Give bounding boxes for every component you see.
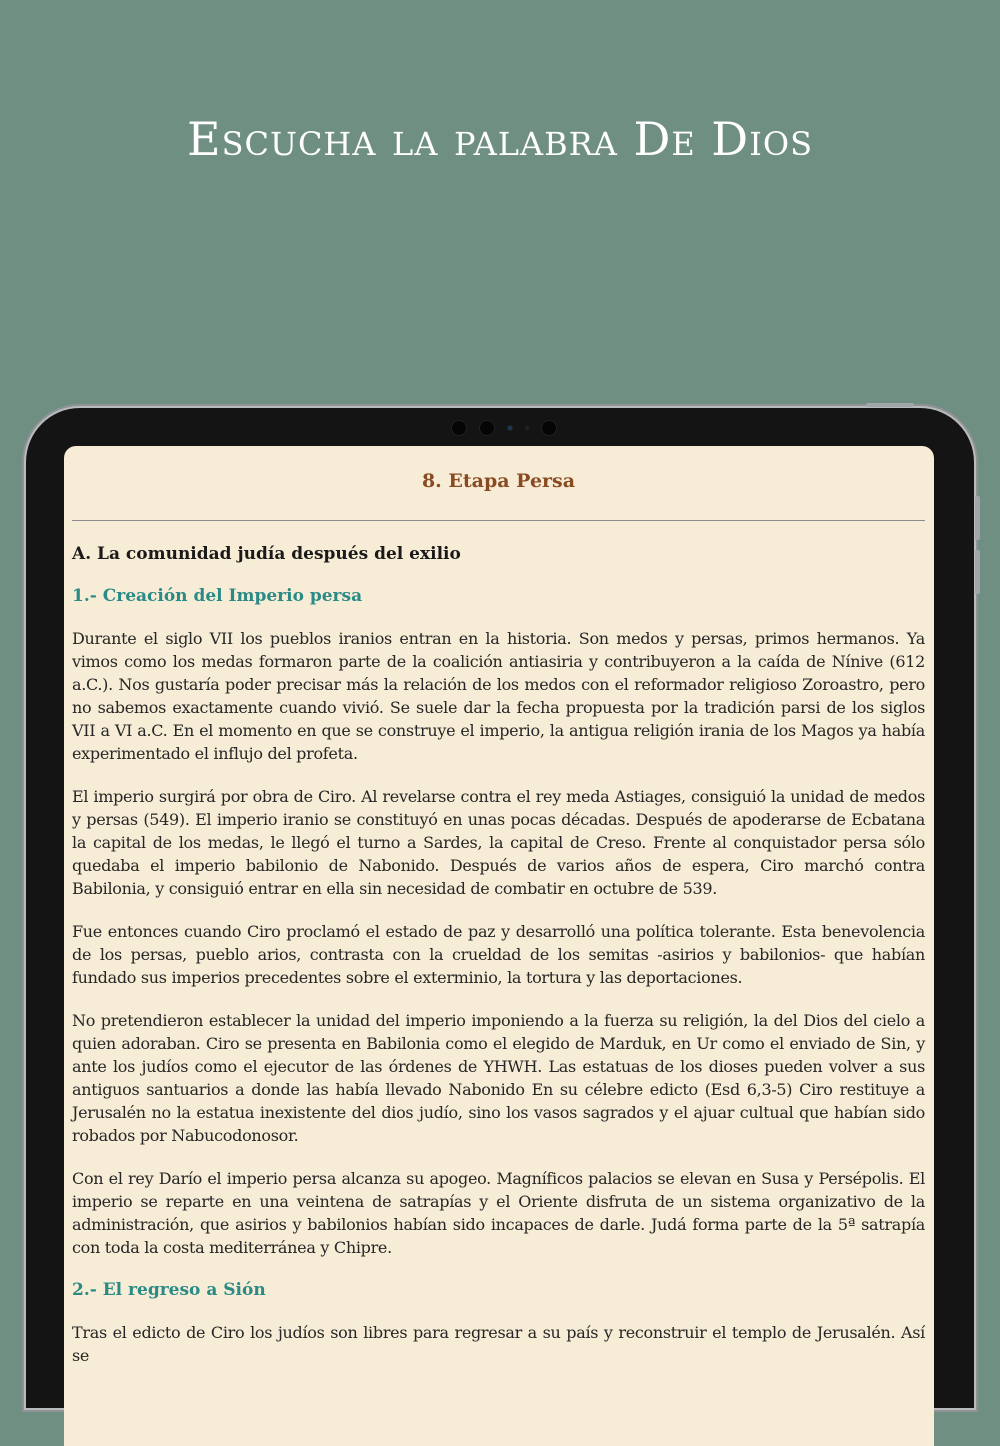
- title-divider: [72, 520, 925, 521]
- projector-icon: [541, 420, 557, 436]
- reader-screen[interactable]: [64, 446, 934, 1446]
- subheading-creacion-imperio: 1.- Creación del Imperio persa: [72, 586, 363, 606]
- paragraph: Fue entonces cuando Ciro proclamó el estado de paz y desarrolló una política tolerante. Esta benevolencia de los persas, pueblo arios, contrasta con la crueldad de los semitas -asirios y babilonios- que habían fundado sus imperios precedentes sobre el exterminio, la tortura y las deportaciones.: [72, 922, 925, 987]
- chapter-title: 8. Etapa Persa: [421, 470, 576, 492]
- paragraph: Con el rey Darío el imperio persa alcanza su apogeo. Magníficos palacios se elevan en Susa y Persépolis. El imperio se reparte en una veintena de satrapías y el Oriente disfruta de un sistema organizativo de la administración, que asirios y babilonios habían sido incapaces de darle. Judá forma parte de la 5ª satrapía con toda la costa mediterránea y Chipre.: [72, 1169, 925, 1257]
- camera-icon: [479, 420, 495, 436]
- light-sensor-icon: [525, 426, 529, 430]
- paragraph: Durante el siglo VII los pueblos iranios entran en la historia. Son medos y persas, primos hermanos. Ya vimos como los medas formaron parte de la coalición antiasiria y contribuyeron a la caída de Nínive (612 a.C.). Nos gustaría poder precisar más la relación de los medos con el reformador religioso Zoroastro, pero no sabemos exactamente cuando vivió. Se suele dar la fecha propuesta por la tradición parsi de los siglos VII a VI a.C. En el momento en que se construye el imperio, la antigua religión irania de los Magos ya había experimentado el influjo del profeta.: [72, 629, 925, 763]
- subheading-regreso-sion: 2.- El regreso a Sión: [72, 1280, 266, 1300]
- section-heading: A. La comunidad judía después del exilio: [72, 544, 461, 564]
- volume-up-button: [975, 496, 980, 540]
- promo-headline: Escucha la palabra De Dios: [186, 112, 813, 166]
- sensor-icon: [451, 420, 467, 436]
- paragraph: No pretendieron establecer la unidad del imperio imponiendo a la fuerza su religión, la del Dios del cielo a quien adoraban. Ciro se presenta en Babilonia como el elegido de Marduk, en Ur como el enviado de Sin, y ante los judíos como el ejecutor de las órdenes de YHWH. Las estatuas de los dioses pueden volver a sus antiguos santuarios a donde las había llevado Nabonido En su célebre edicto (Esd 6,3-5) Ciro restituye a Jerusalén no la estatua inexistente del dios judío, sino los vasos sagrados y el ajuar cultual que habían sido robados por Nabucodonosor.: [72, 1011, 925, 1145]
- camera-lens-icon: [507, 425, 513, 431]
- paragraph: El imperio surgirá por obra de Ciro. Al revelarse contra el rey meda Astiages, consiguió la unidad de medos y persas (549). El imperio iranio se constituyó en unas pocas décadas. Después de apoderarse de Ecbatana la capital de los medas, le llegó el turno a Sardes, la capital de Creso. Frente al conquistador persa sólo quedaba el imperio babilonio de Nabonido. Después de varios años de espera, Ciro marchó contra Babilonia, y consiguió entrar en ella sin necesidad de combatir en octubre de 539.: [72, 787, 925, 898]
- volume-down-button: [975, 550, 980, 594]
- power-button: [866, 403, 914, 407]
- reader-content[interactable]: [64, 446, 934, 1367]
- tablet-device-frame: [26, 408, 974, 1408]
- camera-bar: [451, 420, 557, 436]
- paragraph: Tras el edicto de Ciro los judíos son libres para regresar a su país y reconstruir el templo de Jerusalén. Así se: [72, 1323, 925, 1365]
